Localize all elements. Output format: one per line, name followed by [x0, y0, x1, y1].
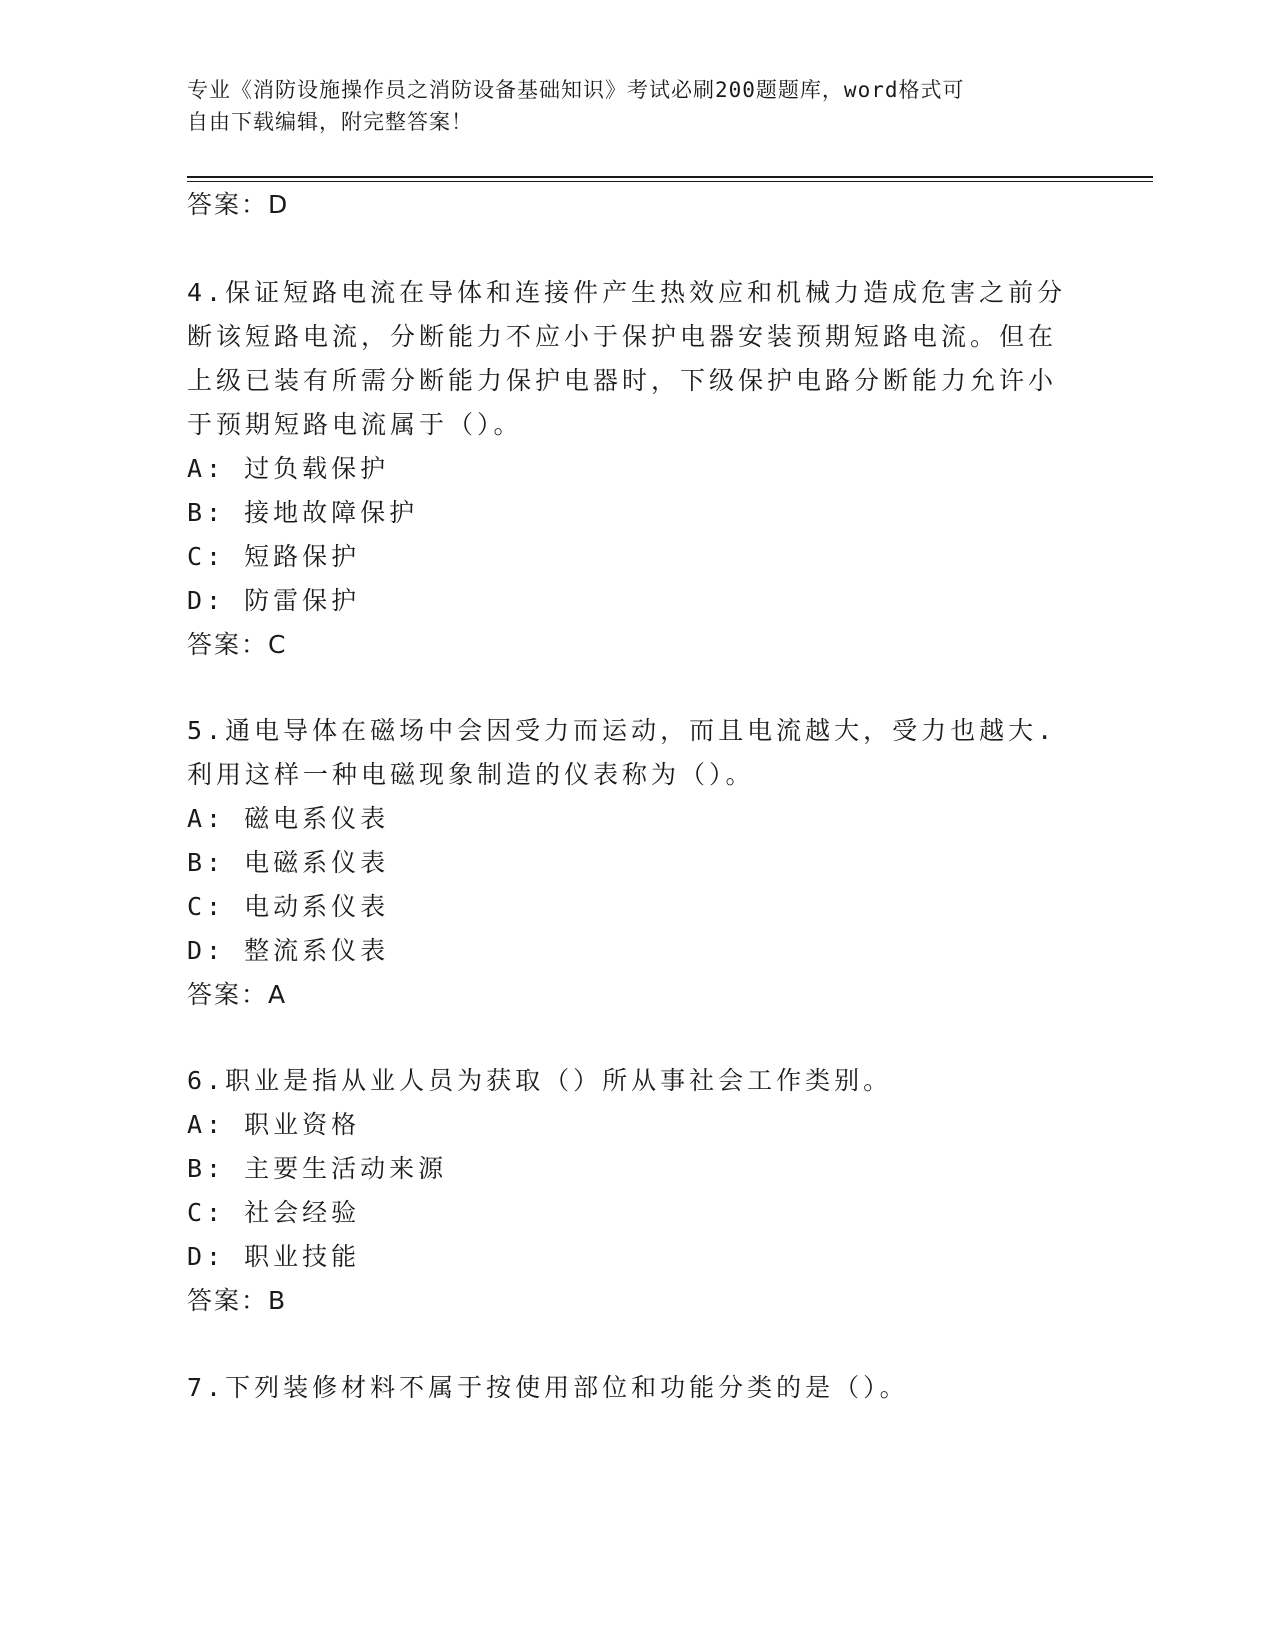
answer-line [187, 979, 286, 1011]
option-c: C: 短路保护 [187, 542, 361, 571]
answer-line [187, 629, 286, 661]
question-5-line: 5.通电导体在磁场中会因受力而运动，而且电流越大，受力也越大. [187, 716, 1057, 745]
option-a: A: 职业资格 [187, 1110, 361, 1139]
answer-value: C [268, 630, 287, 659]
question-4-line: 于预期短路电流属于（）。 [187, 410, 523, 439]
question-4-line: 4.保证短路电流在导体和连接件产生热效应和机械力造成危害之前分 [187, 278, 1067, 307]
option-d: D: 防雷保护 [187, 586, 361, 615]
answer-label: 答案： [187, 630, 269, 659]
option-b: B: 主要生活动来源 [187, 1154, 448, 1183]
question-7-line: 7.下列装修材料不属于按使用部位和功能分类的是（）。 [187, 1373, 909, 1402]
option-d: D: 整流系仪表 [187, 936, 390, 965]
answer-label: 答案： [187, 1286, 269, 1315]
question-5-line: 利用这样一种电磁现象制造的仪表称为（）。 [187, 760, 755, 789]
option-a: A: 过负载保护 [187, 454, 390, 483]
answer-label: 答案： [187, 980, 269, 1009]
question-6-line: 6.职业是指从业人员为获取（）所从事社会工作类别。 [187, 1066, 893, 1095]
header-line: 专业《消防设施操作员之消防设备基础知识》考试必刷200题题库，word格式可 [187, 78, 965, 102]
question-4-line: 断该短路电流，分断能力不应小于保护电器安装预期短路电流。但在 [187, 322, 1058, 351]
answer-value: B [268, 1286, 287, 1315]
header-divider [187, 181, 1153, 182]
answer-value: D [268, 190, 289, 219]
option-b: B: 电磁系仪表 [187, 848, 390, 877]
answer-value: A [268, 980, 287, 1009]
option-a: A: 磁电系仪表 [187, 804, 390, 833]
answer-label: 答案： [187, 190, 269, 219]
question-4-line: 上级已装有所需分断能力保护电器时，下级保护电路分断能力允许小 [187, 366, 1058, 395]
answer-line [187, 1285, 286, 1317]
option-d: D: 职业技能 [187, 1242, 361, 1271]
option-c: C: 电动系仪表 [187, 892, 390, 921]
document-header [187, 74, 1067, 138]
header-divider [187, 176, 1153, 178]
header-line: 自由下载编辑，附完整答案！ [187, 110, 473, 134]
option-b: B: 接地故障保护 [187, 498, 419, 527]
option-c: C: 社会经验 [187, 1198, 361, 1227]
answer-line [187, 189, 288, 221]
